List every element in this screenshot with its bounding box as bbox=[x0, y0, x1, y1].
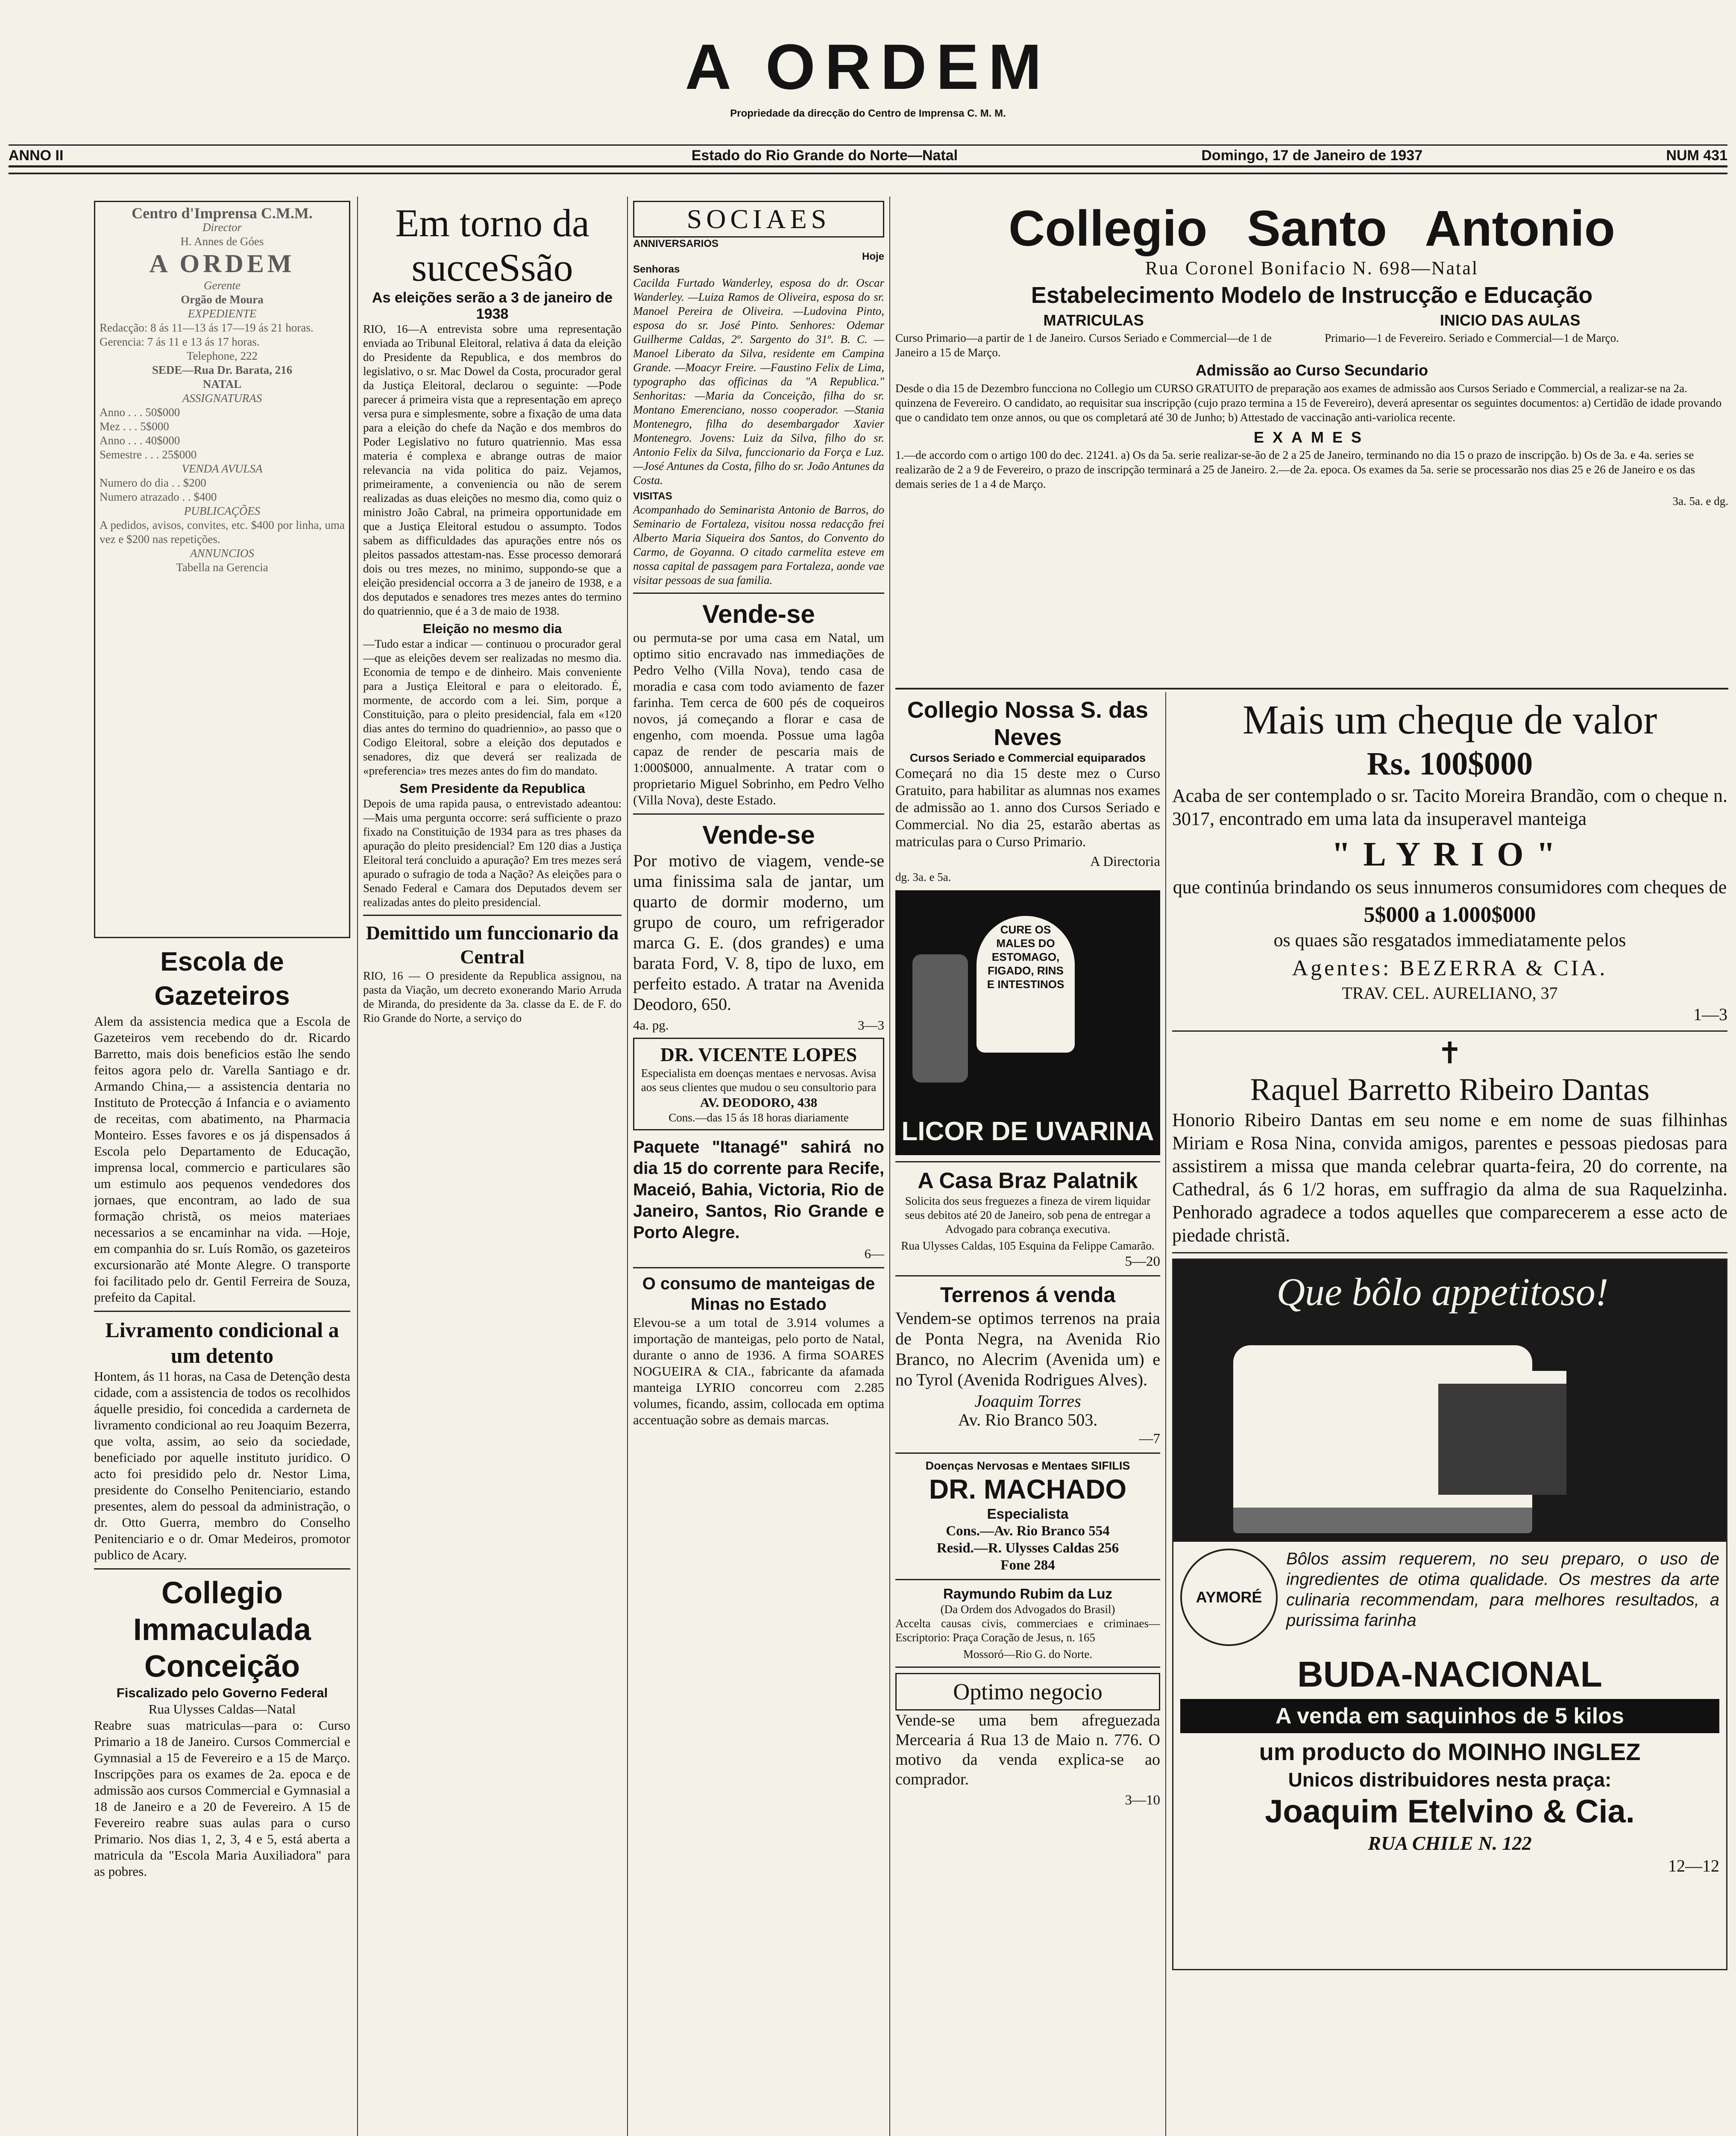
exames-text: 1.—de accordo com o artigo 100 do dec. 21241. a) Os da 5a. serie realizar-se-ão de 2 a 25 de Janeiro, terminando no dia 15 o prazo de inscripção. b) Os de 3a. e 4a. series se realizarão de 2 a 9 de Fevereiro, o prazo de inscripção terminará a 25 de Janeiro. 2.—de 2a. epoca. Os exames da 5a. serie se processarão nos dias 25 e 26 de Janeiro e os das demais series de 1 a 4 de Março. bbox=[895, 449, 1695, 490]
neves-text: Começará no dia 15 deste mez o Curso Gratuito, para habilitar as alumnas nos exames de admissão ao 1. anno dos Cursos Seriado e Commercial. No dia 25, estarão abertas as matriculas para o Curso Primario. bbox=[895, 766, 1160, 850]
neves-subtitle: Cursos Seriado e Commercial equiparados bbox=[909, 751, 1146, 764]
publications-text: A pedidos, avisos, convites, etc. $400 por linha, uma vez e $200 nas repetições. bbox=[100, 519, 345, 546]
succession-text: RIO, 16—A entrevista sobre uma representação enviada ao Tribunal Eleitoral, relativa á data da eleição do Presidente da Republica, e dos membros do legislativo, o sr. Mac Dowel da Costa, procurador geral da Justiça Eleitoral, declarou o seguinte: —Pode parecer á primeira vista que a representação em apreço versa pura e simplesmente, sobre a fixação de uma data para a eleição do chefe da Nação e dos membros do Poder Legislativo no futuro quatriennio. Mas essa materia é complexa e abrange outras de maior relevancia na vida politica do paiz. Vejamos, primeiramente, a conveniencia ou não de serem realizadas as duas eleições no mesmo dia, como quiz o ministro João Cabral, na primeira opportunidade em que a Justiça Eleitoral estudou o assumpto. Todos sabem as difficuldades das apurações entre nós os pleitos passados attestam-nas. Esse processo demorará dois ou tres mezes, no minimo, suppondo-se que a eleição presidencial occorra a 3 de janeiro de 1938, e a dos deputados e senadores tres mezes antes do termino do quatriennio, que é a 3 de maio de 1938. bbox=[363, 323, 622, 617]
gazeteiros-headline: Escola de Gazeteiros bbox=[154, 947, 290, 1011]
cheque-amount: Rs. 100$000 bbox=[1367, 746, 1533, 782]
immaculada-text: Reabre suas matriculas—para o: Curso Primario a 18 de Janeiro. Cursos Commercial e Gymnasial a 15 de Fevereiro e a 15 de Março. Inscripções para os exames de 2a. epoca e de admissão aos cursos Commercial e Gymnasial a 18 de Janeiro e a 20 de Fevereiro. A 15 de Fevereiro reabre suas aulas para o curso Primario. Nos dias 1, 2, 3, 4 e 5, está aberta a matricula da "Escola Maria Auxiliadora" para as pobres. bbox=[94, 1718, 350, 1879]
vicente-lopes-ad bbox=[633, 1038, 884, 1130]
masthead-box bbox=[94, 201, 350, 938]
paquete-text: Paquete "Itanagé" sahirá no dia 15 do corrente para Recife, Maceió, Bahia, Victoria, Rio de Janeiro, Santos, Rio Grande e Porto Alegre. bbox=[633, 1138, 884, 1242]
subscription-semester: Semestre . . . 25$000 bbox=[100, 448, 197, 461]
optimo-text: Vende-se uma bem afreguezada Mercearia á Rua 13 de Maio n. 776. O motivo da venda explica-se ao comprador. bbox=[895, 1711, 1160, 1788]
machado-resid: Resid.—R. Ulysses Caldas 256 bbox=[936, 1540, 1119, 1556]
terrenos-code: —7 bbox=[1139, 1431, 1160, 1446]
bottle-icon bbox=[912, 954, 968, 1083]
inicio-text: Primario—1 de Fevereiro. Seriado e Commercial—1 de Março. bbox=[1325, 332, 1619, 344]
publications-heading: PUBLICAÇÕES bbox=[184, 505, 261, 517]
cheque-code: 1—3 bbox=[1693, 1005, 1727, 1024]
vende2-headline: Vende-se bbox=[702, 821, 815, 849]
divider bbox=[895, 688, 1728, 690]
terrenos-address: Av. Rio Branco 503. bbox=[958, 1410, 1098, 1429]
buda-badge: AYMORÉ bbox=[1180, 1549, 1278, 1646]
santo-antonio-headings bbox=[895, 310, 1728, 331]
vende1-text: ou permuta-se por uma casa em Natal, um optimo sitio encravado nas immediações de Pedro Velho (Villa Nova), tendo casa de moradia e casa com todo aviamento de fazer farinha. Tem cerca de 600 pés de coqueiros novos, já começando a florar e casa de engenho, com moenda. Possue uma lagôa capaz de render de pescaria mais de 1:000$000, annualmente. A tratar com o proprietario Miguel Sobrinho, em Pedro Velho (Villa Nova), deste Estado. bbox=[633, 630, 884, 807]
manager-label: Gerente bbox=[204, 279, 240, 292]
rubim-text: Accelta causas civis, commerciaes e criminaes—Escriptorio: Praça Coração de Jesus, n. 165 bbox=[895, 1617, 1160, 1644]
buda-ad bbox=[1172, 1259, 1727, 1970]
anniversaries-text: Cacilda Furtado Wanderley, esposa do dr. Oscar Wanderley. —Luiza Ramos de Oliveira, esposa do sr. Manoel Pereira de Oliveira. —Ludovina Pinto, esposa do sr. José Pinto. Senhores: Odemar Guilherme Caldas, 2º. Sargento do 31º. B. C. —Manoel Liberato da Silva, residente em Campina Grande. —Moacyr Freire. —Faustino Felix de Lima, typographo das officinas da "A Republica." Senhoritas: —Maria da Conceição, filha do sr. Montano Emerenciano, nosso cooperador. —Stania Montenegro, filha do desembargador Xavier Montenegro. Jovens: Luiz da Silva, filho do sr. Antonio Felix da Silva, funccionario da Força e Luz. —José Antunes da Costa, filho do sr. João Antunes da Costa. bbox=[633, 276, 884, 487]
expediente-redaccao: Redacção: 8 ás 11—13 ás 17—19 ás 21 horas. bbox=[100, 321, 314, 334]
optimo-code: 3—10 bbox=[1125, 1793, 1160, 1808]
cheque-text-2: que continúa brindando os seus innumeros consumidores com cheques de bbox=[1173, 877, 1727, 898]
machado-cons: Cons.—Av. Rio Branco 554 bbox=[946, 1523, 1110, 1539]
braz-code: 5—20 bbox=[1125, 1254, 1160, 1269]
livramento-headline: Livramento condicional a um detento bbox=[105, 1318, 339, 1367]
anniversaries-heading: ANNIVERSARIOS bbox=[633, 238, 719, 249]
date-label: Domingo, 17 de Janeiro de 1937 bbox=[1201, 147, 1423, 164]
column-rule bbox=[1165, 692, 1166, 2136]
single-sale-back: Numero atrazado . . $400 bbox=[100, 490, 217, 503]
cross-icon: ✝ bbox=[1437, 1037, 1463, 1070]
cheque-text-3: os quaes são resgatados immediatamente pelos bbox=[1273, 930, 1626, 951]
machado-phone: Fone 284 bbox=[1000, 1558, 1055, 1573]
ads-heading: ANNUNCIOS bbox=[190, 547, 255, 560]
divider bbox=[363, 915, 622, 916]
livramento-text: Hontem, ás 11 horas, na Casa de Detenção desta cidade, com a assistencia de todos os recolhidos áquelle presidio, foi concedida a carderneta de livramento condicional ao reu Joaquim Bezerra, que volta, assim, ao seio da sociedade, beneficiado por aquelle instituto juridico. O acto foi presidido pelo dr. Nestor Lima, presidente do Conselho Penitenciario, estando presentes, alem do pessoal da administração, o dr. Otto Guerra, membro do Conselho Penitenciario e o dr. Omar Medeiros, promotor publico de Acary. bbox=[94, 1369, 350, 1562]
divider bbox=[1172, 1030, 1727, 1032]
state-line: Estado do Rio Grande do Norte—Natal bbox=[691, 147, 958, 164]
buda-code: 12—12 bbox=[1668, 1856, 1719, 1875]
divider bbox=[1172, 1252, 1727, 1253]
same-day-text: —Tudo estar a indicar — continuou o procurador geral—que as eleições devem ser realizadas no mesmo dia. Economia de tempo e de dinheiro. Mais conveniente para a Justiça Eleitoral e para o eleitorado. É, mormente, de accordo com a lei. Sim, porque a Constituição, para o pleito presidencial, fala em «120 dias antes do termino do quadriennio», ao passo que o Codigo Eleitoral, sobre a eleição dos deputados e senadores, diz que deverá ser realizada de «preferencia» tres mezes antes do fim do mandato. bbox=[363, 637, 622, 777]
column-2 bbox=[363, 201, 622, 2136]
ownership-line: Propriedade da direcção do Centro de Imprensa C. M. M. bbox=[730, 108, 1006, 119]
column-rule bbox=[889, 197, 890, 2136]
divider bbox=[895, 1452, 1160, 1454]
cheque-brand: "LYRIO" bbox=[1331, 836, 1568, 873]
rubim-address: Mossoró—Rio G. do Norte. bbox=[963, 1648, 1093, 1661]
ladies-label: Senhoras bbox=[633, 264, 680, 275]
newspaper-title: A ORDEM bbox=[685, 31, 1051, 103]
demittido-text: RIO, 16 — O presidente da Republica assignou, na pasta da Viação, um decreto exonerando Mario Arruda de Miranda, do presidente da 3a. classe da E. de F. do Rio Grande do Norte, a serviço do bbox=[363, 969, 622, 1024]
santo-antonio-code: 3a. 5a. e dg. bbox=[1672, 495, 1728, 508]
licor-name: LICOR DE UVARINA bbox=[901, 1117, 1154, 1146]
subscription-year-2: Anno . . . 40$000 bbox=[100, 434, 180, 447]
braz-address: Rua Ulysses Caldas, 105 Esquina da Felippe Camarão. bbox=[901, 1239, 1155, 1252]
buda-script-title: Que bôlo appetitoso! bbox=[1276, 1270, 1609, 1314]
buda-middle bbox=[1173, 1542, 1726, 1653]
same-day-heading: Eleição no mesmo dia bbox=[422, 621, 562, 636]
expediente-gerencia: Gerencia: 7 ás 11 e 13 ás 17 horas. bbox=[100, 335, 260, 348]
minas-text: Elevou-se a um total de 3.914 volumes a importação de manteigas, pelo porto de Natal, durante o anno de 1936. A firma SOARES NOGUEIRA & CIA., fabricante da afamada manteiga LYRIO concorreu com 2.285 volumes, ficando, assim, collocada em optima accentuação sobre as demais marcas. bbox=[633, 1315, 884, 1427]
immaculada-subtitle: Fiscalizado pelo Governo Federal bbox=[116, 1685, 328, 1700]
expediente-city: NATAL bbox=[202, 378, 242, 390]
cheque-address: TRAV. CEL. AURELIANO, 37 bbox=[1342, 983, 1558, 1003]
column-rule bbox=[627, 197, 628, 2136]
buda-product: um producto do MOINHO INGLEZ bbox=[1259, 1738, 1641, 1765]
optimo-headline: Optimo negocio bbox=[895, 1673, 1160, 1711]
neves-code: dg. 3a. e 5a. bbox=[895, 871, 951, 883]
cheque-values: 5$000 a 1.000$000 bbox=[1364, 903, 1536, 927]
santo-antonio-title: Collegio Santo Antonio bbox=[1008, 201, 1616, 257]
braz-text: Solicita dos seus freguezes a fineza de virem liquidar seus debitos até 20 de Janeiro, sob pena de entregar a Advogado para cobrança executiva. bbox=[905, 1194, 1151, 1235]
divider bbox=[633, 1267, 884, 1268]
matriculas-text: Curso Primario—a partir de 1 de Janeiro. Cursos Seriado e Commercial—de 1 de Janeiro a 15 de Março. bbox=[895, 332, 1272, 359]
buda-brand: BUDA-NACIONAL bbox=[1297, 1654, 1602, 1694]
header-rule bbox=[9, 173, 1727, 174]
column-4 bbox=[895, 696, 1160, 2136]
immaculada-address: Rua Ulysses Caldas—Natal bbox=[148, 1702, 296, 1716]
expediente-sede: SEDE—Rua Dr. Barata, 216 bbox=[152, 364, 293, 376]
machado-specialty: Especialista bbox=[987, 1506, 1069, 1522]
santo-antonio-subtitle: Estabelecimento Modelo de Instrucção e Educação bbox=[1031, 282, 1593, 308]
director-name: H. Annes de Góes bbox=[180, 235, 264, 248]
succession-subtitle: As eleições serão a 3 de janeiro de 1938 bbox=[372, 290, 613, 322]
cheque-text: Acaba de ser contemplado o sr. Tacito Moreira Brandão, com o cheque n. 3017, encontrado em uma lata da insuperavel manteiga bbox=[1172, 785, 1727, 829]
vende1-headline: Vende-se bbox=[702, 600, 815, 628]
divider bbox=[633, 813, 884, 815]
column-rule bbox=[357, 197, 358, 2136]
admissao-heading: Admissão ao Curso Secundario bbox=[1195, 361, 1428, 379]
subscriptions-heading: ASSIGNATURAS bbox=[182, 392, 262, 405]
vende2-footer bbox=[633, 1017, 884, 1033]
column-3 bbox=[633, 201, 884, 2136]
single-sale-heading: VENDA AVULSA bbox=[182, 462, 263, 475]
exames-heading: EXAMES bbox=[1253, 428, 1370, 446]
neves-headline: Collegio Nossa S. das Neves bbox=[907, 697, 1149, 750]
gazeteiros-text: Alem da assistencia medica que a Escola de Gazeteiros vem recebendo do dr. Ricardo Barretto, mais dois beneficios estão lhe sendo feitos agora pelo dr. Varella Santiago e dr. Armando China,— a assistencia dentaria no Instituto de Protecção á Infancia e o aviamento de receitas, com abatimento, na Pharmacia Monteiro. Esses favores e os já dispensados á Escola pelo Departamento de Educação, imprensa local, commercio e particulares são um estimulo aos pequenos vendedores dos jornaes, que encontram, ao lado de sua formação christã, os meios materiaes necessarios a se encaminhar na vida. —Hoje, em companhia do sr. Luís Romão, os gazeteiros excursionarão até Monte Alegre. O transporte foi facilitado pelo dr. Gentil Ferreira de Souza, prefeito da Capital. bbox=[94, 1014, 350, 1305]
today-label: Hoje bbox=[862, 251, 884, 262]
vende2-ref: 4a. pg. bbox=[633, 1018, 669, 1033]
neves-sign: A Directoria bbox=[1090, 854, 1160, 869]
expediente-heading: EXPEDIENTE bbox=[188, 307, 257, 320]
divider bbox=[895, 1579, 1160, 1580]
subscription-month: Mez . . . 5$000 bbox=[100, 420, 169, 433]
column-1 bbox=[94, 201, 350, 2136]
machado-name: DR. MACHADO bbox=[929, 1474, 1127, 1505]
vicente-lopes-hours: Cons.—das 15 ás 18 horas diariamente bbox=[669, 1111, 849, 1124]
single-sale-day: Numero do dia . . $200 bbox=[100, 476, 206, 489]
no-president-heading: Sem Presidente da Republica bbox=[399, 781, 585, 796]
santo-antonio-address: Rua Coronel Bonifacio N. 698—Natal bbox=[1145, 258, 1479, 279]
licor-banner: CURE OS MALES DO ESTOMAGO, FIGADO, RINS E INTESTINOS bbox=[976, 916, 1075, 1053]
cheque-agents: Agentes: BEZERRA & CIA. bbox=[1292, 956, 1608, 980]
santo-antonio-schedule bbox=[895, 331, 1728, 360]
divider bbox=[895, 1667, 1160, 1668]
terrenos-text: Vendem-se optimos terrenos na praia de Ponta Negra, na Avenida Rio Branco, no Alecrim (Avenida um) e no Tyrol (Avenida Rodrigues Alves). bbox=[895, 1309, 1160, 1389]
ads-table: Tabella na Gerencia bbox=[176, 561, 268, 574]
cake-slice-icon bbox=[1438, 1371, 1566, 1495]
buda-caption: Bôlos assim requerem, no seu preparo, o uso de ingredientes de otima qualidade. Os mestres da arte culinaria recommendam, para melhores resultados, a purissima farinha bbox=[1286, 1549, 1719, 1630]
buda-sale-banner bbox=[1180, 1699, 1719, 1733]
cheque-headline: Mais um cheque de valor bbox=[1242, 697, 1657, 742]
vende2-text: Por motivo de viagem, vende-se uma finissima sala de jantar, um quarto de dormir moderno, um grupo de couro, um refrigerador marca G. E. (dos grandes) e uma barata Ford, V. 8, tipo de luxo, em perfeito estado. A tratar na Avenida Deodoro, 650. bbox=[633, 851, 884, 1014]
obituary-text: Honorio Ribeiro Dantas em seu nome e em nome de suas filhinhas Miriam e Rosa Nina, convida amigos, parentes e pessoas piedosas para assistirem a missa que manda celebrar quarta-feira, 20 do corrente, na Cathedral, ás 6 1/2 horas, em suffragio da alma de sua Raquelzinha. Penhorado agradece a todos aquelles que comparecerem a esse acto de piedade christã. bbox=[1172, 1109, 1727, 1246]
admissao-text: Desde o dia 15 de Dezembro funcciona no Collegio um CURSO GRATUITO de preparação aos exames de admissão aos Cursos Seriado e Commercial, a realizar-se na 2a. quinzena de Fevereiro. O candidato, ao requisitar sua inscripção (cujo prazo termina a 15 de Fevereiro), deverá apresentar os seguintes documentos: a) Certidão de idade provando que o candidato tem onze annos, ou que os completará até 30 de Junho; b) Attestado de vaccinação anti-variolica recente. bbox=[895, 382, 1722, 424]
demittido-headline: Demittido um funccionario da Central bbox=[366, 922, 619, 968]
divider bbox=[895, 1275, 1160, 1276]
immaculada-headline: Collegio Immaculada Conceição bbox=[133, 1576, 311, 1684]
vicente-lopes-text: Especialista em doenças mentaes e nervosas. Avisa aos seus clientes que mudou o seu consultorio para bbox=[641, 1067, 877, 1094]
column-5 bbox=[1172, 696, 1727, 2136]
buda-company: Joaquim Etelvino & Cia. bbox=[1265, 1793, 1635, 1830]
succession-headline: Em torno da succeSsão bbox=[395, 201, 589, 289]
dateline bbox=[9, 144, 1727, 167]
manager-name: Orgão de Moura bbox=[181, 293, 264, 306]
divider bbox=[895, 1161, 1160, 1162]
rubim-name: Raymundo Rubim da Luz bbox=[943, 1586, 1112, 1602]
santo-antonio-ad bbox=[895, 201, 1728, 684]
box-title: A ORDEM bbox=[149, 249, 295, 278]
minas-headline: O consumo de manteigas de Minas no Estado bbox=[642, 1274, 875, 1314]
buda-sale: A venda em saquinhos de 5 kilos bbox=[1180, 1699, 1719, 1733]
director-label: Director bbox=[202, 221, 242, 234]
rubim-subtitle: (Da Ordem dos Advogados do Brasil) bbox=[940, 1603, 1115, 1616]
braz-headline: A Casa Braz Palatnik bbox=[918, 1168, 1138, 1193]
machado-topline: Doenças Nervosas e Mentaes SIFILIS bbox=[925, 1459, 1130, 1472]
no-president-text: Depois de uma rapida pausa, o entrevistado adeantou: —Mais uma pergunta occorre: será sufficiente o prazo fixado na Constituição de 1934 para as tres phases da apuração do pleito presidencial? Em 120 dias a Justiça Eleitoral terá concluido a apuração? Em tres mezes será apurado o sufragio de toda a Nação? As eleições para o Senado Federal e Camara dos Deputados devem ser realizadas antes do pleito presidencial. bbox=[363, 797, 622, 909]
terrenos-sign: Joaquim Torres bbox=[974, 1391, 1081, 1411]
obituary-name: Raquel Barretto Ribeiro Dantas bbox=[1250, 1072, 1650, 1107]
year-label: ANNO II bbox=[9, 147, 64, 164]
divider bbox=[94, 1311, 350, 1312]
divider bbox=[633, 593, 884, 594]
vende2-code: 3—3 bbox=[858, 1018, 884, 1033]
buda-top-panel bbox=[1173, 1260, 1726, 1542]
centre-name: Centro d'Imprensa C.M.M. bbox=[132, 205, 313, 222]
divider bbox=[94, 1568, 350, 1570]
visits-heading: VISITAS bbox=[633, 490, 672, 502]
subscription-year: Anno . . . 50$000 bbox=[100, 406, 180, 419]
buda-address: RUA CHILE N. 122 bbox=[1368, 1832, 1532, 1854]
expediente-phone: Telephone, 222 bbox=[186, 349, 258, 362]
visits-text: Acompanhado do Seminarista Antonio de Barros, do Seminario de Fortaleza, visitou nossa redacção frei Alberto Maria Siqueira dos Santos, do Convento do Carmo, de Goyanna. O citado carmelita esteve em nossa capital de passagem para Fortaleza, aonde vae visitar pessoas de sua familia. bbox=[633, 503, 884, 587]
inicio-heading: INICIO DAS AULAS bbox=[1440, 311, 1581, 329]
vicente-lopes-address: AV. DEODORO, 438 bbox=[700, 1095, 818, 1110]
terrenos-headline: Terrenos á venda bbox=[940, 1283, 1116, 1307]
paquete-code: 6— bbox=[864, 1246, 884, 1261]
licor-ad bbox=[895, 890, 1160, 1155]
vicente-lopes-name: DR. VICENTE LOPES bbox=[660, 1044, 857, 1065]
issue-number: NUM 431 bbox=[1666, 147, 1727, 164]
buda-distributors: Unicos distribuidores nesta praça: bbox=[1288, 1769, 1612, 1791]
sociaes-header: SOCIAES bbox=[633, 201, 884, 238]
matriculas-heading: MATRICULAS bbox=[1043, 311, 1144, 329]
